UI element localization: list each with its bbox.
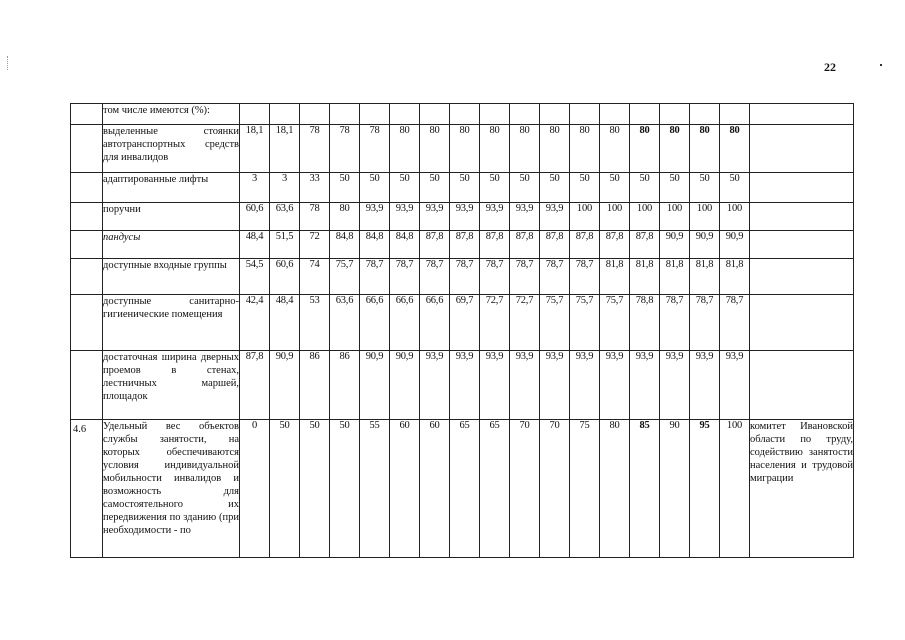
value-cell: 50 [270, 420, 300, 558]
value-cell: 87,8 [600, 231, 630, 259]
value-cell: 60 [420, 420, 450, 558]
responsible-cell [750, 104, 854, 125]
value-cell: 86 [330, 351, 360, 420]
value-cell: 80 [690, 125, 720, 173]
value-cell: 78,7 [660, 295, 690, 351]
value-cell: 81,8 [600, 259, 630, 295]
value-cell: 70 [540, 420, 570, 558]
value-cell: 75,7 [330, 259, 360, 295]
value-cell: 50 [450, 173, 480, 203]
responsible-cell [750, 125, 854, 173]
number-cell [71, 295, 103, 351]
value-cell: 86 [300, 351, 330, 420]
table-row [71, 203, 854, 231]
value-cell: 75,7 [540, 295, 570, 351]
value-cell: 50 [360, 173, 390, 203]
value-cell: 18,1 [270, 125, 300, 173]
value-cell: 50 [330, 173, 360, 203]
value-cell: 78 [330, 125, 360, 173]
value-cell: 80 [570, 125, 600, 173]
value-cell: 100 [630, 203, 660, 231]
number-cell [71, 231, 103, 259]
responsible-cell [750, 295, 854, 351]
value-cell: 87,8 [540, 231, 570, 259]
value-cell: 80 [630, 125, 660, 173]
value-cell: 80 [600, 125, 630, 173]
table-row [71, 351, 854, 420]
value-cell: 72,7 [480, 295, 510, 351]
number-cell [71, 351, 103, 420]
value-cell: 75 [570, 420, 600, 558]
value-cell: 100 [570, 203, 600, 231]
value-cell: 70 [510, 420, 540, 558]
indicator-label: выделенные стоянки автотранспортных средств для инвалидов [103, 125, 240, 173]
value-cell: 50 [330, 420, 360, 558]
value-cell: 93,9 [540, 351, 570, 420]
value-cell: 93,9 [600, 351, 630, 420]
value-cell: 81,8 [720, 259, 750, 295]
value-cell: 93,9 [540, 203, 570, 231]
value-cell: 93,9 [690, 351, 720, 420]
value-cell: 63,6 [270, 203, 300, 231]
value-cell: 100 [690, 203, 720, 231]
value-cell: 75,7 [570, 295, 600, 351]
value-cell: 78,7 [690, 295, 720, 351]
responsible-cell [750, 259, 854, 295]
page-number: 22 [824, 60, 836, 74]
value-cell: 78,7 [420, 259, 450, 295]
indicator-label: пандусы [103, 231, 240, 259]
indicator-label: Удельный вес объектов службы занятости, на которых обеспечиваются условия индивидуальной мобильности инвалидов и возможность для самостоятельного их передвижения по зданию (при необходимости - по [103, 420, 240, 558]
value-cell: 60 [390, 420, 420, 558]
value-cell: 3 [240, 173, 270, 203]
table-row [71, 295, 854, 351]
value-cell: 50 [660, 173, 690, 203]
value-cell: 50 [690, 173, 720, 203]
value-cell: 78,7 [450, 259, 480, 295]
indicator-label: доступные входные группы [103, 259, 240, 295]
value-cell: 100 [660, 203, 690, 231]
value-cell: 80 [720, 125, 750, 173]
value-cell: 90,9 [270, 351, 300, 420]
value-cell: 50 [630, 173, 660, 203]
value-cell: 78,7 [720, 295, 750, 351]
value-cell: 80 [600, 420, 630, 558]
value-cell: 93,9 [570, 351, 600, 420]
value-cell: 93,9 [420, 203, 450, 231]
value-cell: 87,8 [630, 231, 660, 259]
value-cell: 84,8 [390, 231, 420, 259]
value-cell: 65 [450, 420, 480, 558]
value-cell: 18,1 [240, 125, 270, 173]
value-cell: 33 [300, 173, 330, 203]
value-cell: 84,8 [360, 231, 390, 259]
value-cell: 81,8 [690, 259, 720, 295]
value-cell: 100 [600, 203, 630, 231]
value-cell: 50 [480, 173, 510, 203]
number-cell [71, 104, 103, 125]
indicator-label: адаптированные лифты [103, 173, 240, 203]
scan-mark [7, 56, 9, 70]
value-cell: 78 [300, 125, 330, 173]
value-cell: 80 [450, 125, 480, 173]
number-cell [71, 173, 103, 203]
value-cell: 51,5 [270, 231, 300, 259]
value-cell: 3 [270, 173, 300, 203]
value-cell: 93,9 [660, 351, 690, 420]
value-cell: 81,8 [630, 259, 660, 295]
value-cell: 60,6 [240, 203, 270, 231]
row-number: 4.6 [71, 420, 103, 558]
value-cell: 42,4 [240, 295, 270, 351]
value-cell: 78,7 [360, 259, 390, 295]
value-cell: 50 [420, 173, 450, 203]
value-cell: 90,9 [390, 351, 420, 420]
value-cell: 90 [660, 420, 690, 558]
value-cell: 66,6 [360, 295, 390, 351]
value-cell: 93,9 [480, 351, 510, 420]
value-cell: 50 [390, 173, 420, 203]
value-cell: 93,9 [720, 351, 750, 420]
value-cell: 93,9 [480, 203, 510, 231]
indicator-label: достаточная ширина дверных проемов в стенах, лестничных маршей, площадок [103, 351, 240, 420]
value-cell: 50 [300, 420, 330, 558]
value-cell: 87,8 [420, 231, 450, 259]
value-cell: 93,9 [420, 351, 450, 420]
value-cell: 85 [630, 420, 660, 558]
table-row-4-6 [71, 420, 854, 558]
table-row [71, 231, 854, 259]
value-cell: 90,9 [690, 231, 720, 259]
value-cell: 80 [390, 125, 420, 173]
value-cell: 48,4 [240, 231, 270, 259]
value-cell: 50 [510, 173, 540, 203]
value-cell: 78,7 [570, 259, 600, 295]
responsible-cell [750, 231, 854, 259]
number-cell [71, 259, 103, 295]
value-cell: 78,7 [510, 259, 540, 295]
responsible-cell [750, 203, 854, 231]
value-cell: 74 [300, 259, 330, 295]
value-cell: 60,6 [270, 259, 300, 295]
value-cell: 63,6 [330, 295, 360, 351]
indicator-label: доступные санитарно-гигиенические помещения [103, 295, 240, 351]
value-cell: 81,8 [660, 259, 690, 295]
value-cell: 93,9 [510, 203, 540, 231]
value-cell: 50 [720, 173, 750, 203]
value-cell: 78 [360, 125, 390, 173]
number-cell [71, 125, 103, 173]
value-cell: 100 [720, 420, 750, 558]
value-cell: 50 [540, 173, 570, 203]
edge-dot [880, 64, 882, 66]
value-cell: 95 [690, 420, 720, 558]
value-cell: 75,7 [600, 295, 630, 351]
indicator-label: поручни [103, 203, 240, 231]
value-cell: 78,7 [390, 259, 420, 295]
value-cell: 80 [510, 125, 540, 173]
value-cell: 50 [570, 173, 600, 203]
value-cell: 87,8 [240, 351, 270, 420]
value-cell: 66,6 [390, 295, 420, 351]
value-cell: 80 [330, 203, 360, 231]
value-cell: 80 [660, 125, 690, 173]
value-cell: 72,7 [510, 295, 540, 351]
value-cell: 69,7 [450, 295, 480, 351]
header-fragment: том числе имеются (%): [103, 104, 240, 125]
value-cell: 90,9 [360, 351, 390, 420]
table-row [71, 259, 854, 295]
value-cell: 65 [480, 420, 510, 558]
table-row [71, 125, 854, 173]
value-cell: 93,9 [360, 203, 390, 231]
value-cell: 78,7 [540, 259, 570, 295]
value-cell: 87,8 [570, 231, 600, 259]
value-cell: 0 [240, 420, 270, 558]
value-cell: 55 [360, 420, 390, 558]
responsible-organization: комитет Ивановской области по труду, содействию занятости населения и трудовой миграции [750, 420, 854, 558]
value-cell: 80 [420, 125, 450, 173]
value-cell: 90,9 [660, 231, 690, 259]
value-cell: 87,8 [480, 231, 510, 259]
indicators-table [70, 103, 854, 558]
value-cell: 87,8 [510, 231, 540, 259]
value-cell: 66,6 [420, 295, 450, 351]
responsible-cell [750, 173, 854, 203]
value-cell: 72 [300, 231, 330, 259]
value-cell: 90,9 [720, 231, 750, 259]
value-cell: 48,4 [270, 295, 300, 351]
value-cell: 78 [300, 203, 330, 231]
table-row [71, 173, 854, 203]
value-cell: 50 [600, 173, 630, 203]
value-cell: 53 [300, 295, 330, 351]
value-cell: 93,9 [510, 351, 540, 420]
table-row-header [71, 104, 854, 125]
value-cell: 93,9 [630, 351, 660, 420]
responsible-cell [750, 351, 854, 420]
value-cell: 93,9 [390, 203, 420, 231]
value-cell: 93,9 [450, 203, 480, 231]
value-cell: 84,8 [330, 231, 360, 259]
value-cell: 93,9 [450, 351, 480, 420]
number-cell [71, 203, 103, 231]
value-cell: 78,7 [480, 259, 510, 295]
value-cell: 87,8 [450, 231, 480, 259]
value-cell: 100 [720, 203, 750, 231]
value-cell: 80 [540, 125, 570, 173]
value-cell: 78,8 [630, 295, 660, 351]
value-cell: 80 [480, 125, 510, 173]
value-cell: 54,5 [240, 259, 270, 295]
